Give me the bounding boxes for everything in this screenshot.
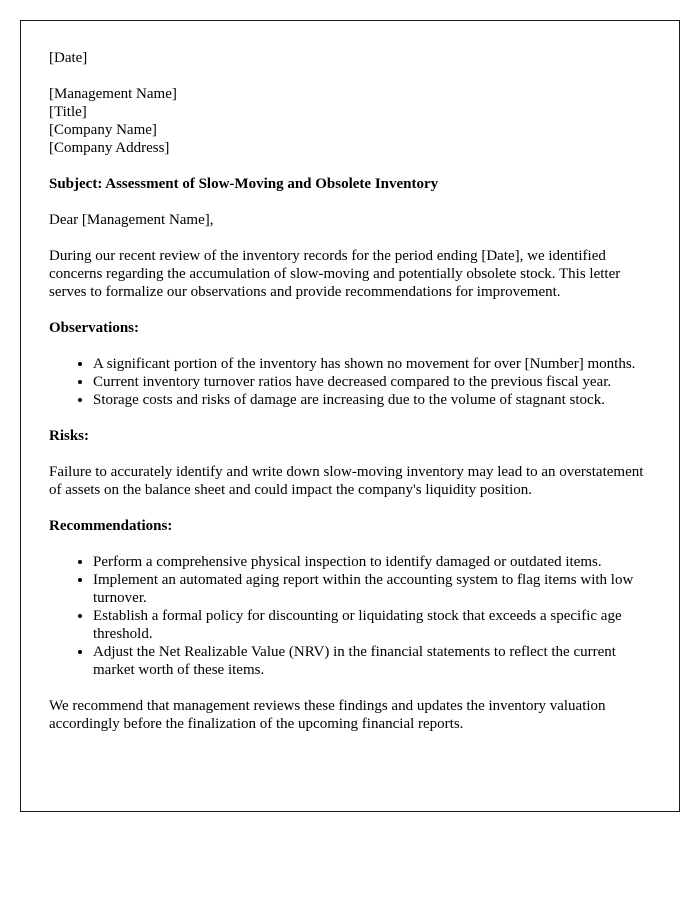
closing-paragraph: We recommend that management reviews these findings and updates the inventory valuation accordingly before the finalization of the upcoming financial reports. — [49, 698, 606, 732]
list-item: • Establish a formal policy for discounting or liquidating stock that exceeds a specific age threshold. — [93, 607, 651, 643]
list-item: • Storage costs and risks of damage are increasing due to the volume of stagnant stock. — [93, 391, 651, 409]
recipient-block — [49, 85, 651, 157]
recommendations-heading: Recommendations: — [49, 518, 173, 534]
recipient-address-line: [Company Address] — [49, 140, 170, 156]
recipient-company-line: [Company Name] — [49, 122, 157, 138]
recipient-title-line: [Title] — [49, 104, 87, 120]
list-item: • Implement an automated aging report within the accounting system to flag items with low turnover. — [93, 571, 651, 607]
risks-paragraph: Failure to accurately identify and write down slow-moving inventory may lead to an overstatement of assets on the balance sheet and could impact the company's liquidity position. — [49, 464, 644, 498]
observations-heading: Observations: — [49, 320, 139, 336]
observations-list — [49, 355, 651, 409]
intro-paragraph: During our recent review of the inventory records for the period ending [Date], we identified concerns regarding the accumulation of slow-moving and potentially obsolete stock. This letter serves to formalize our observations and provide recommendations for improvement. — [49, 248, 621, 300]
recommendations-list — [49, 553, 651, 679]
recipient-name-line: [Management Name] — [49, 86, 177, 102]
list-item: • A significant portion of the inventory has shown no movement for over [Number] months. — [93, 355, 651, 373]
salutation-line: Dear [Management Name], — [49, 212, 214, 228]
letter-page — [20, 20, 680, 812]
list-item: • Current inventory turnover ratios have decreased compared to the previous fiscal year. — [93, 373, 651, 391]
list-item: • Adjust the Net Realizable Value (NRV) in the financial statements to reflect the current market worth of these items. — [93, 643, 651, 679]
date-line: [Date] — [49, 50, 88, 66]
subject-line: Subject: Assessment of Slow-Moving and Obsolete Inventory — [49, 176, 439, 192]
risks-heading: Risks: — [49, 428, 90, 444]
list-item: • Perform a comprehensive physical inspection to identify damaged or outdated items. — [93, 553, 651, 571]
